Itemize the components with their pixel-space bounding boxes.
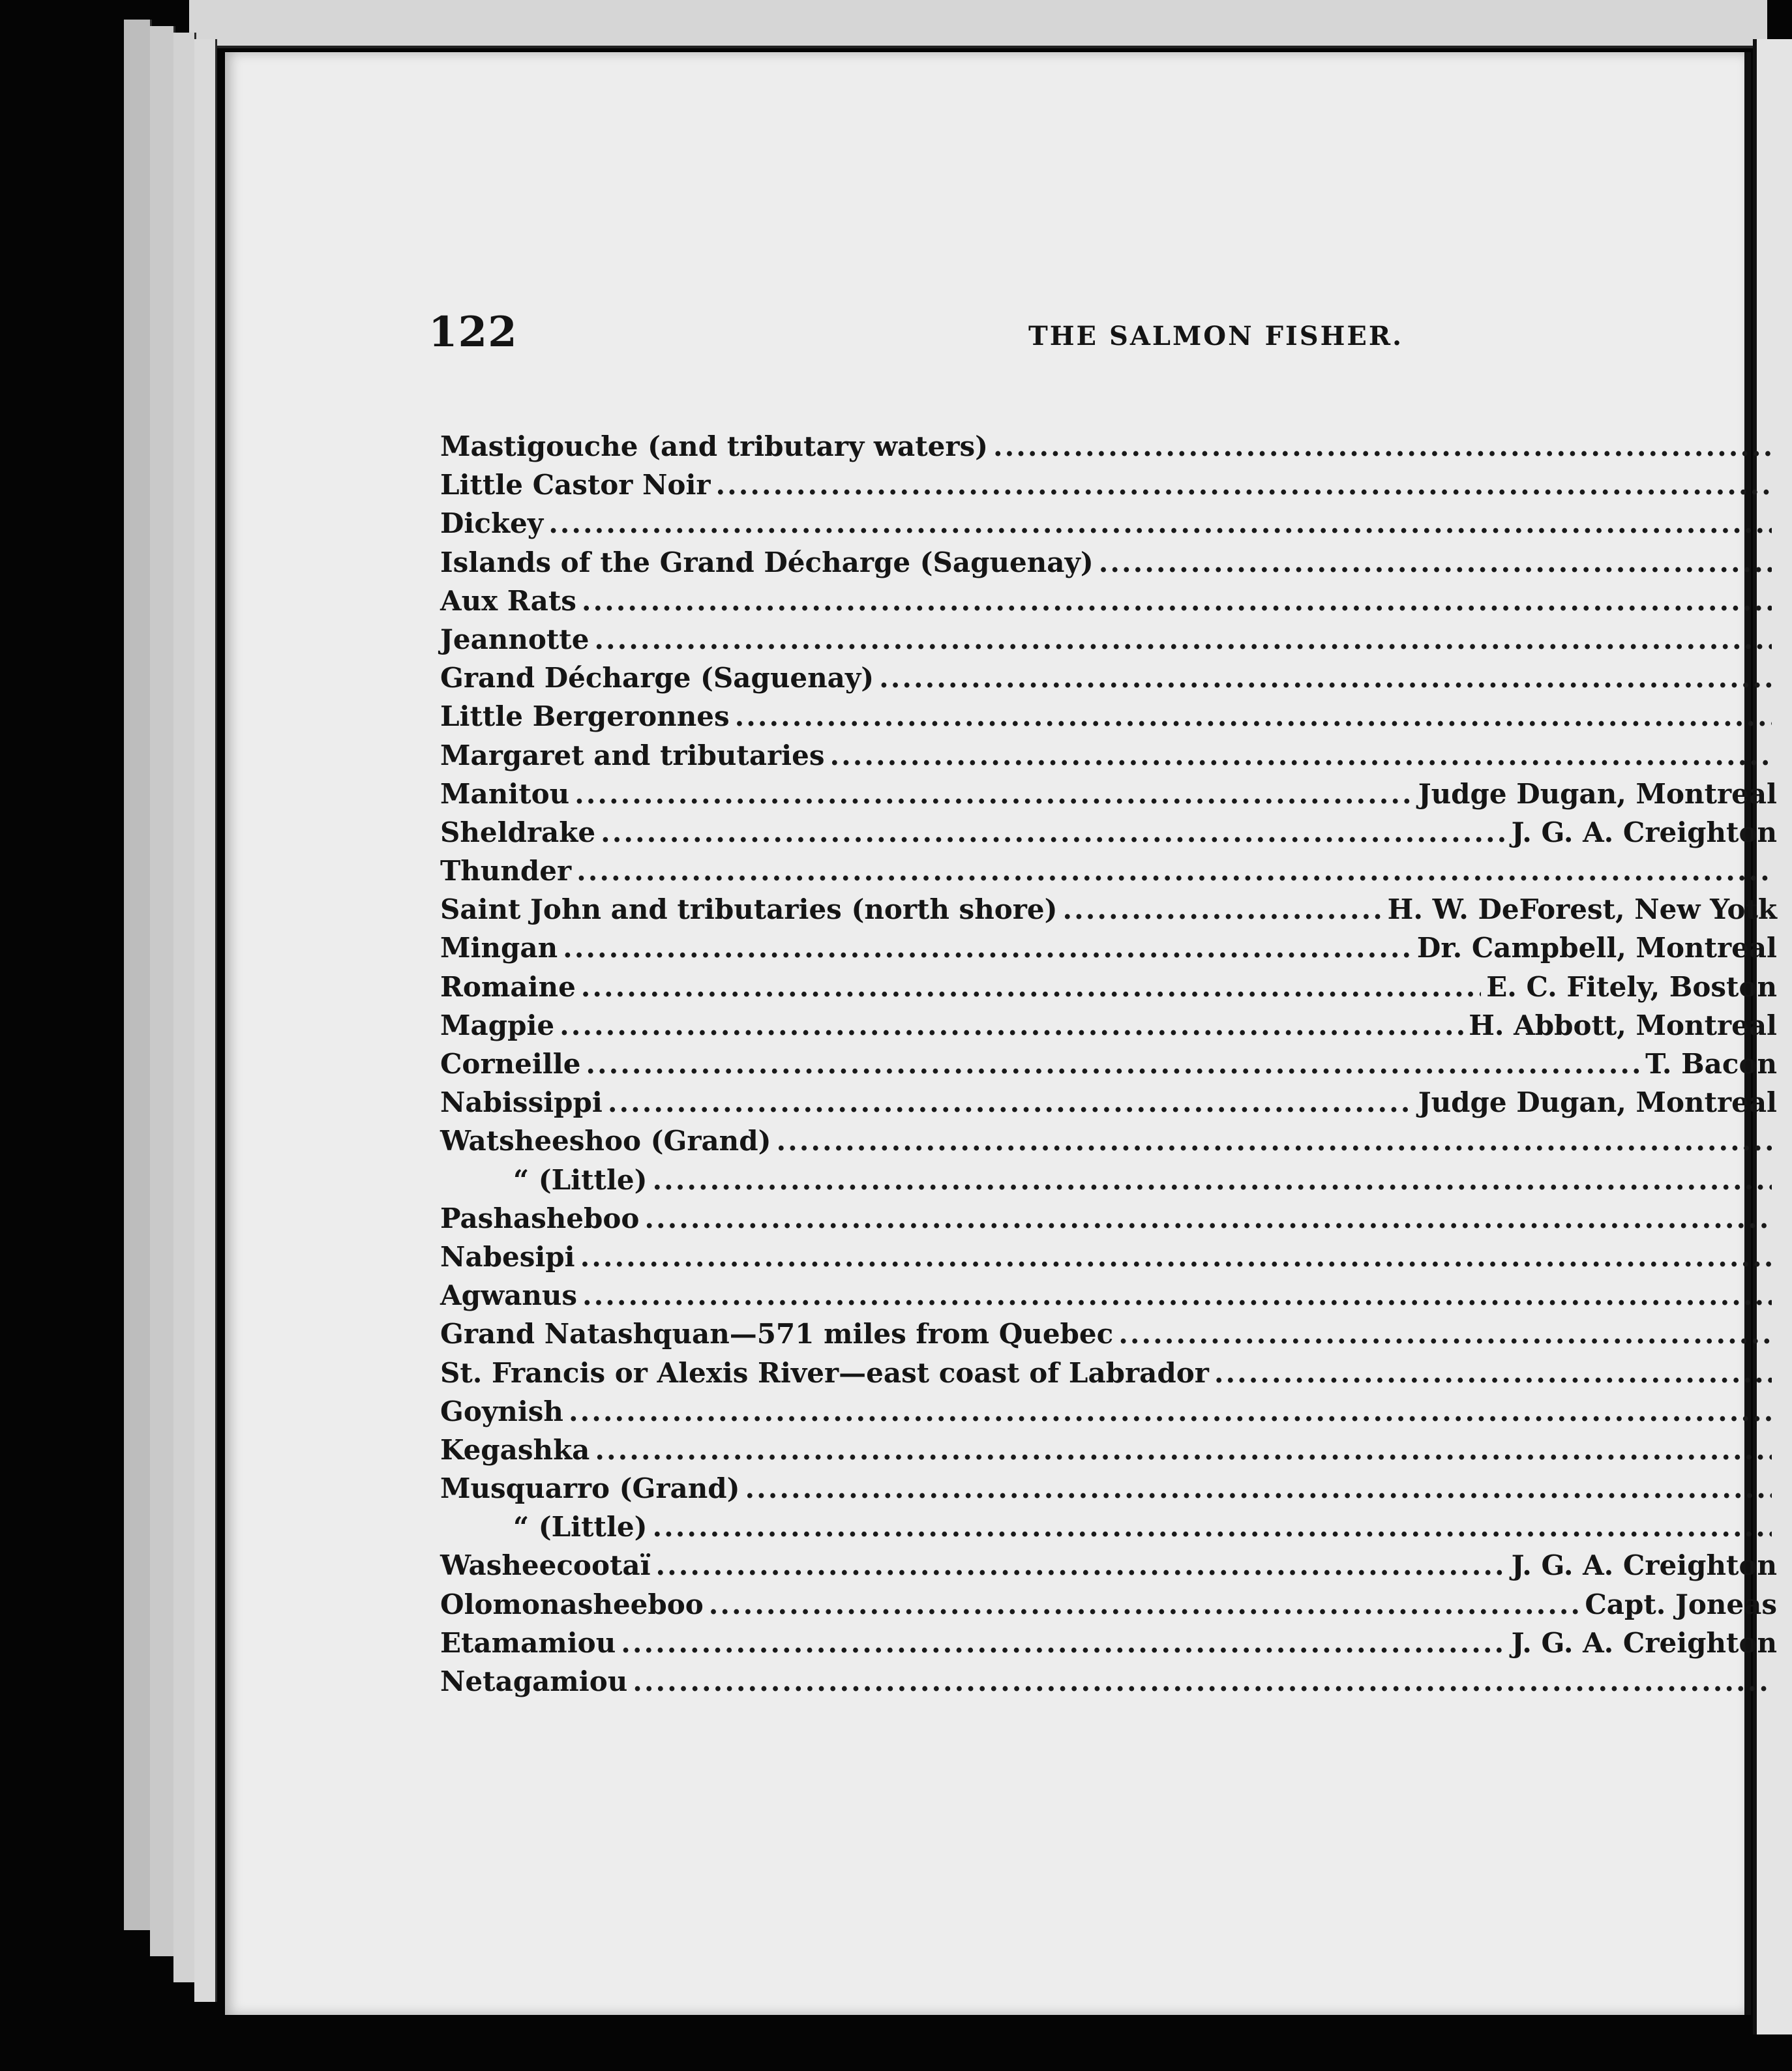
list-item [440, 1354, 1777, 1392]
river-name: Magpie [440, 1009, 555, 1041]
river-name: Thunder [440, 855, 572, 887]
river-name: Nabesipi [440, 1240, 575, 1273]
dot-leader [1062, 890, 1382, 929]
dot-leader [829, 736, 1772, 775]
page-edge-top [189, 0, 1767, 48]
list-item [440, 466, 1777, 504]
list-item [440, 504, 1777, 543]
dot-leader [576, 852, 1772, 890]
list-item [440, 1431, 1777, 1469]
dot-leader [644, 1199, 1772, 1238]
list-item [440, 1083, 1777, 1122]
dot-leader [548, 504, 1772, 543]
list-item [440, 1392, 1777, 1431]
river-name: Saint John and tributaries (north shore) [440, 893, 1058, 926]
page-number: 122 [428, 308, 518, 357]
river-name: Little Castor Noir [440, 469, 711, 501]
dot-leader [1099, 543, 1772, 582]
dot-leader [879, 659, 1772, 697]
list-item [440, 968, 1777, 1006]
dot-leader [595, 1431, 1772, 1469]
river-name: Jeannotte [440, 623, 590, 655]
list-item [440, 1276, 1777, 1315]
dot-leader [594, 620, 1772, 659]
lessee-name: H. Abbott, Montreal [1469, 1009, 1777, 1041]
dot-leader [575, 775, 1413, 813]
river-name: Agwanus [440, 1279, 578, 1312]
list-item [440, 1238, 1777, 1276]
dot-leader [735, 697, 1772, 736]
dot-leader [582, 1276, 1772, 1315]
dot-leader [563, 929, 1412, 967]
river-name: Islands of the Grand Décharge (Saguenay) [440, 546, 1094, 578]
dot-leader [633, 1662, 1772, 1701]
lessee-name: T. Bacon [1645, 1048, 1777, 1080]
list-item [440, 1199, 1777, 1238]
river-name: Mingan [440, 932, 558, 964]
page-edge [194, 39, 217, 2002]
river-name: Kegashka [440, 1433, 590, 1466]
list-item [440, 929, 1777, 967]
river-name: Watsheeshoo (Grand) [440, 1125, 771, 1157]
river-name: Netagamiou [440, 1665, 628, 1697]
river-name: Nabissippi [440, 1086, 603, 1119]
dot-leader [621, 1624, 1506, 1662]
list-item [440, 582, 1777, 620]
lessee-name: J. G. A. Creighton [1511, 1549, 1777, 1582]
river-name: Grand Natashquan—571 miles from Quebec [440, 1318, 1114, 1350]
page-edge [173, 33, 196, 1982]
list-item [440, 813, 1777, 852]
river-name: “ (Little) [513, 1511, 648, 1543]
dot-leader [601, 813, 1506, 852]
list-item [440, 1508, 1777, 1546]
lessee-name: Judge Dugan, Montreal [1418, 777, 1777, 810]
list-item [440, 775, 1777, 813]
running-title: THE SALMON FISHER. [1028, 321, 1404, 351]
lessee-name: Judge Dugan, Montreal [1418, 1086, 1777, 1119]
river-name: Goynish [440, 1395, 563, 1427]
river-name: Little Bergeronnes [440, 700, 730, 733]
list-item [440, 1624, 1777, 1662]
river-name: Margaret and tributaries [440, 739, 825, 771]
river-name: Washeecootaï [440, 1549, 651, 1582]
river-name: Dickey [440, 507, 544, 540]
dot-leader [709, 1585, 1580, 1624]
page-edge [150, 26, 175, 1956]
dot-leader [586, 1045, 1640, 1083]
list-item [440, 543, 1777, 582]
river-name: Musquarro (Grand) [440, 1472, 740, 1505]
list-item [440, 1662, 1777, 1701]
list-item [440, 1006, 1777, 1045]
lessee-name: H. W. DeForest, New Yotk [1387, 893, 1777, 926]
list-item [440, 1315, 1777, 1353]
list-item [440, 620, 1777, 659]
dot-leader [560, 1006, 1463, 1045]
page-sheet [225, 52, 1777, 2015]
list-item [440, 736, 1777, 775]
river-name: Grand Décharge (Saguenay) [440, 662, 874, 694]
dot-leader [745, 1469, 1772, 1508]
dot-leader [1214, 1354, 1772, 1392]
river-name: Romaine [440, 970, 576, 1003]
list-item [440, 697, 1777, 736]
river-name: Corneille [440, 1048, 581, 1080]
dot-leader [656, 1546, 1506, 1585]
dot-leader [581, 968, 1481, 1006]
river-name: “ (Little) [513, 1163, 648, 1196]
river-name: Olomonasheeboo [440, 1588, 704, 1620]
river-name: Aux Rats [440, 584, 576, 617]
lessee-name: J. G. A. Creighton [1511, 816, 1777, 848]
dot-leader [776, 1122, 1772, 1160]
list-item [440, 1585, 1777, 1624]
river-name: Etamamiou [440, 1626, 616, 1659]
list-item [440, 1045, 1777, 1083]
lessee-name: Capt. Joneas [1585, 1588, 1777, 1620]
river-name: Sheldrake [440, 816, 596, 848]
river-name: Mastigouche (and tributary waters) [440, 430, 988, 462]
dot-leader [993, 427, 1772, 466]
list-item [440, 1469, 1777, 1508]
list-item [440, 890, 1777, 929]
dot-leader [653, 1508, 1772, 1546]
river-name: Pashasheboo [440, 1202, 640, 1234]
page-header [428, 308, 1563, 366]
dot-leader [582, 582, 1772, 620]
lessee-name: E. C. Fitely, Boston [1486, 970, 1777, 1003]
dot-leader [1118, 1315, 1772, 1353]
dot-leader [580, 1238, 1772, 1276]
page-edge [124, 20, 152, 1930]
list-item [440, 1546, 1777, 1585]
dot-leader [569, 1392, 1772, 1431]
lessee-name: Dr. Campbell, Montreal [1416, 932, 1777, 964]
river-list [440, 427, 1777, 1701]
list-item [440, 659, 1777, 697]
dot-leader [653, 1161, 1772, 1199]
list-item [440, 852, 1777, 890]
river-name: St. Francis or Alexis River—east coast of Labrador [440, 1356, 1209, 1389]
river-name: Manitou [440, 777, 570, 810]
dot-leader [716, 466, 1772, 504]
list-item [440, 1161, 1777, 1199]
list-item [440, 427, 1777, 466]
list-item [440, 1122, 1777, 1160]
dot-leader [608, 1083, 1413, 1122]
lessee-name: J. G. A. Creighton [1511, 1626, 1777, 1659]
